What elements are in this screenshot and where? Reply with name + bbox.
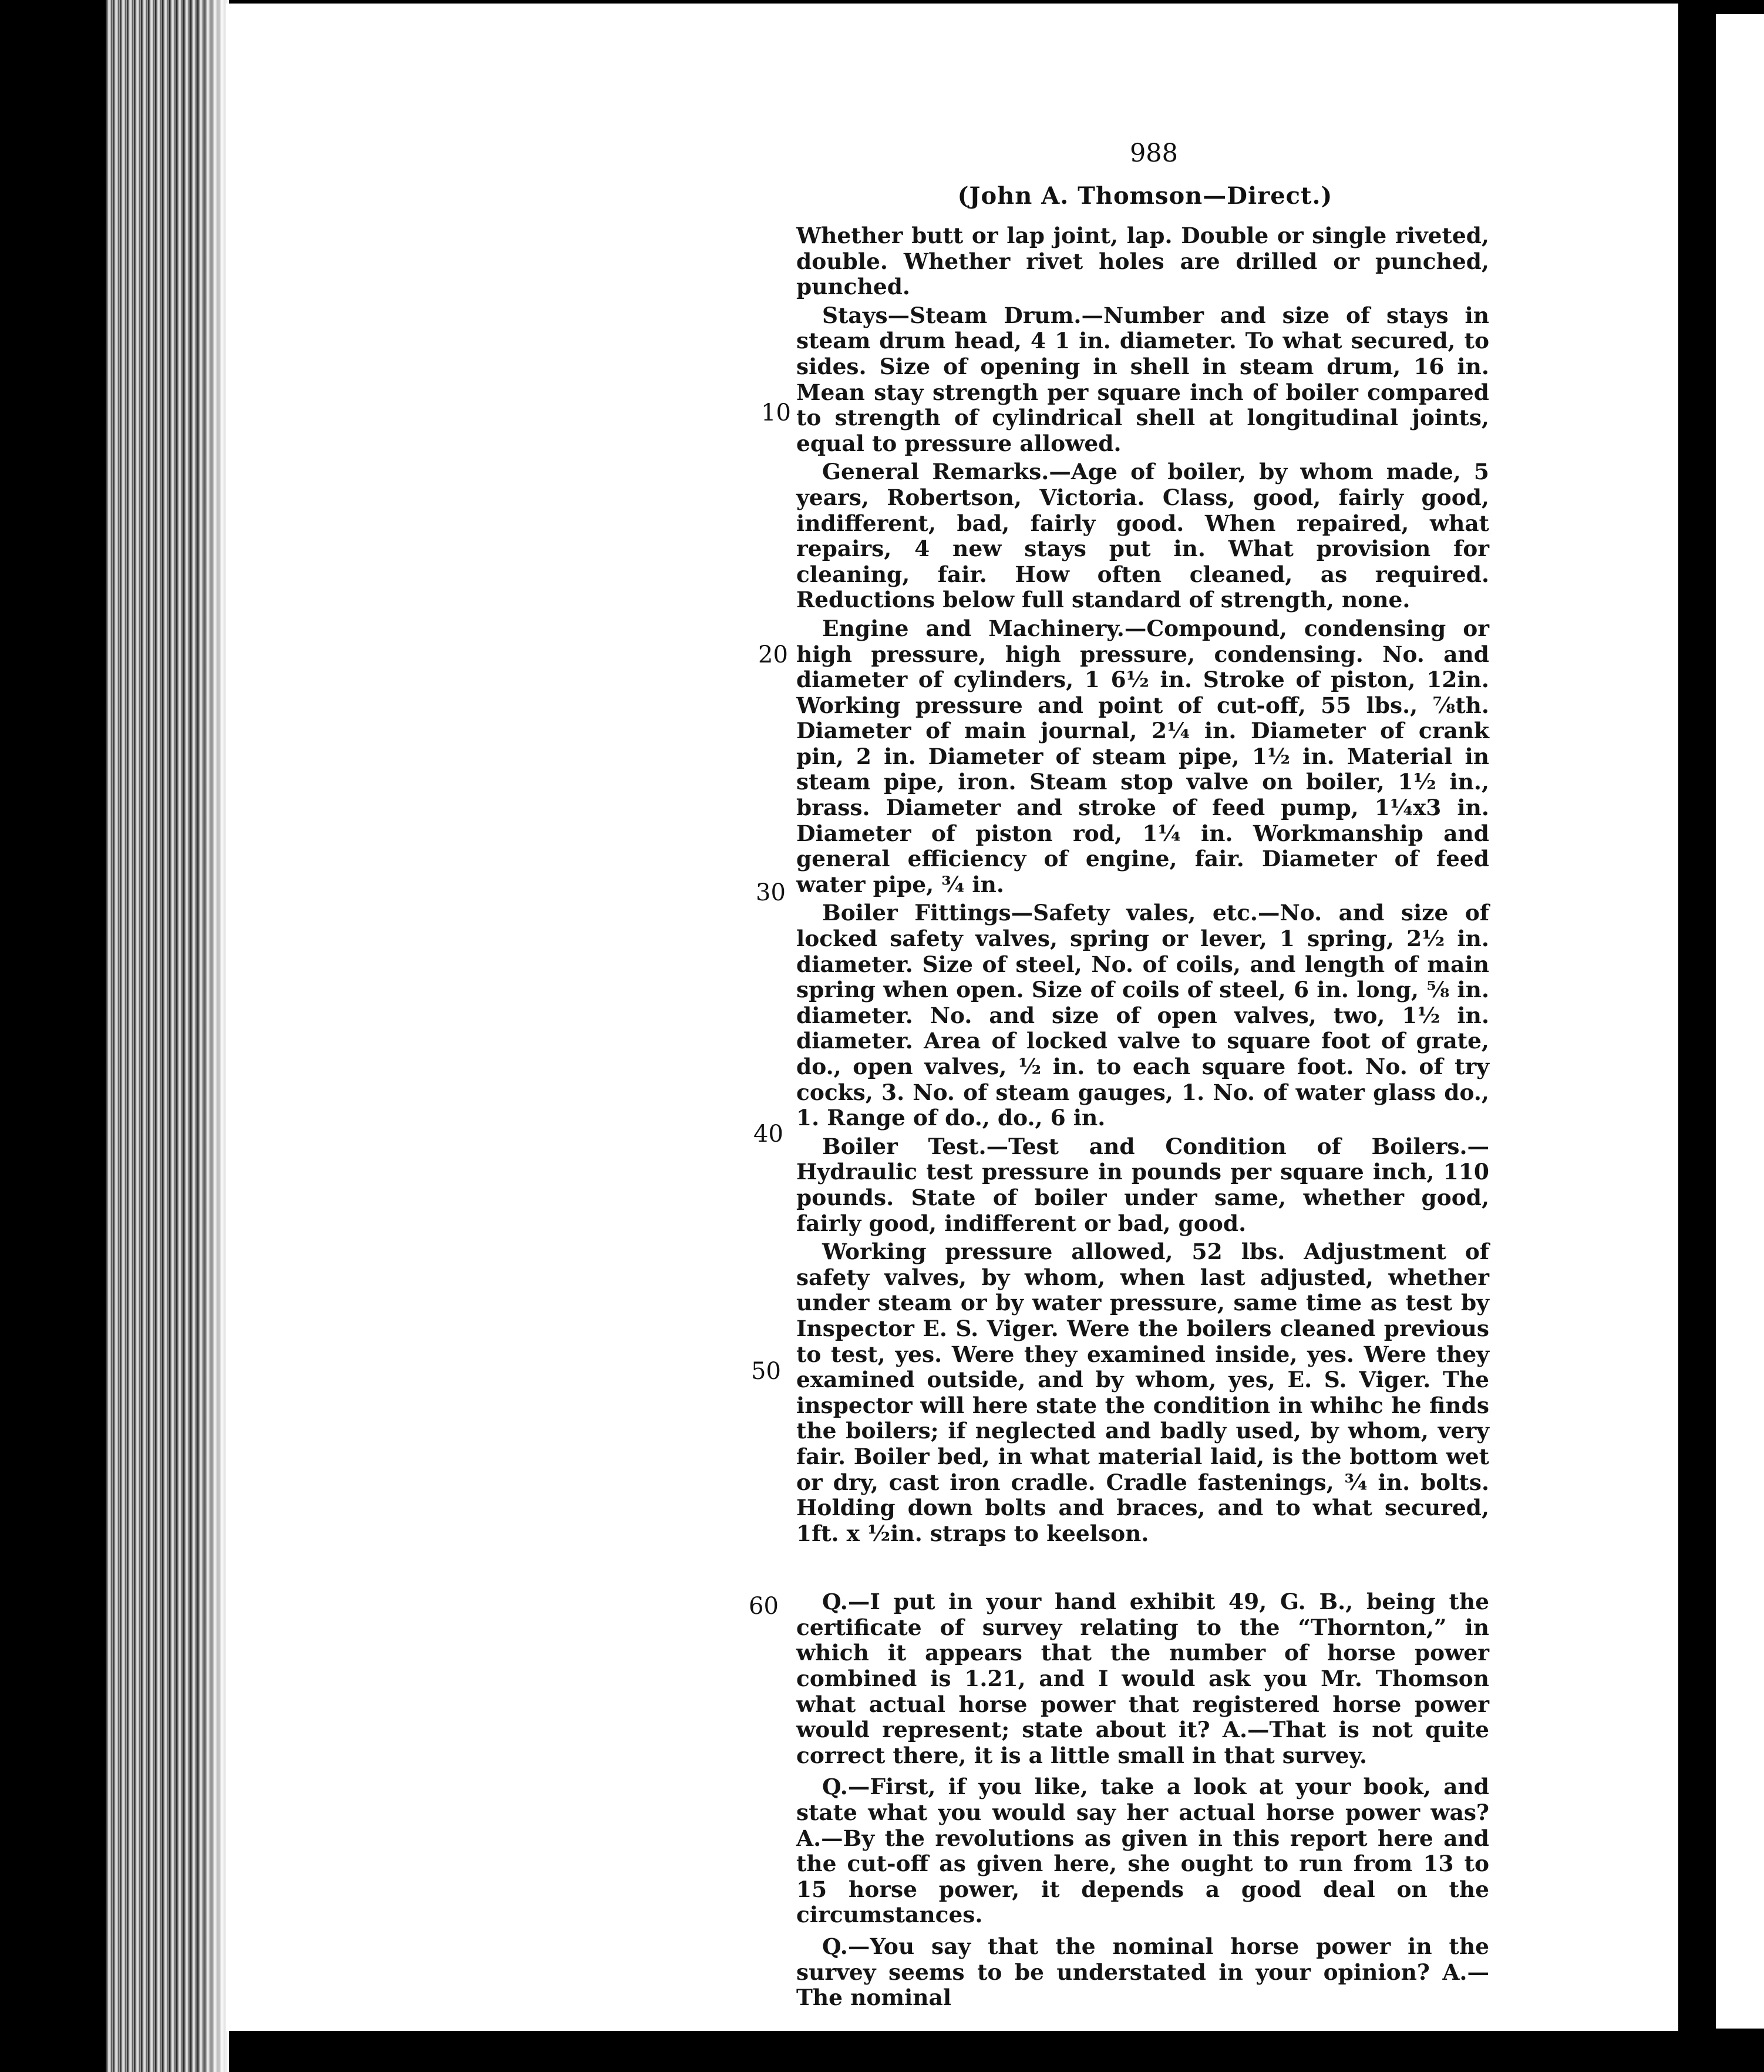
question-answer-1: Q.—I put in your hand exhibit 49, G. B., being the certificate of survey relating to the “Thornton,” in which it appears that the number of horse power combined is 1.21, and I would ask you Mr. Thomson what actual horse power that registered horse power would represent; state about it? A.—That is not quite correct there, it is a little small in that survey.: [796, 1589, 1489, 1768]
line-number-50: 50: [751, 1358, 781, 1385]
paragraph-boiler-fittings: Boiler Fittings—Safety vales, etc.—No. and size of locked safety valves, spring or lever, 1 spring, 2½ in. diameter. Size of steel, No. of coils, and length of main spring when open. Size of coils of steel, 6 in. long, ⅝ in. diameter. No. and size of open valves, two, 1½ in. diameter. Area of locked valve to square foot of grate, do., open valves, ½ in. to each square foot. No. of try cocks, 3. No. of steam gauges, 1. No. of water glass do., 1. Range of do., do., 6 in.: [796, 900, 1489, 1131]
line-number-30: 30: [756, 879, 786, 906]
paragraph-working-pressure: Working pressure allowed, 52 lbs. Adjustment of safety valves, by whom, when last adjusted, whether under steam or by water pressure, same time as test by Inspector E. S. Viger. Were the boilers cleaned previous to test, yes. Were they examined inside, yes. Were they examined outside, and by whom, yes, E. S. Viger. The inspector will here state the condition in whihc he finds the boilers; if neglected and badly used, by whom, very fair. Boiler bed, in what material laid, is the bottom wet or dry, cast iron cradle. Cradle fastenings, ¾ in. bolts. Holding down bolts and braces, and to what secured, 1ft. x ½in. straps to keelson.: [796, 1239, 1489, 1546]
section-gap: [796, 1549, 1489, 1589]
line-number-20: 20: [758, 641, 788, 668]
paragraph-stays-steam-drum: Stays—Steam Drum.—Number and size of stays in steam drum head, 4 1 in. diameter. To what secured, to sides. Size of opening in shell in steam drum, 16 in. Mean stay strength per square inch of boiler compared to strength of cylindrical shell at longitudinal joints, equal to pressure allowed.: [796, 302, 1489, 456]
page-number: 988: [1129, 139, 1179, 168]
line-number-10: 10: [761, 399, 791, 426]
question-answer-2: Q.—First, if you like, take a look at your book, and state what you would say her actual horse power was? A.—By the revolutions as given in this report here and the cut-off as given here, she ought to run from 13 to 15 horse power, it depends a good deal on the circumstances.: [796, 1774, 1489, 1928]
paragraph-boiler-test: Boiler Test.—Test and Condition of Boilers.—Hydraulic test pressure in pounds per square inch, 110 pounds. State of boiler under same, whether good, fairly good, indifferent or bad, good.: [796, 1133, 1489, 1236]
page-header: (John A. Thomson—Direct.): [957, 182, 1333, 210]
line-number-40: 40: [753, 1121, 783, 1148]
book-page-edges-shading: [200, 0, 229, 2072]
paragraph-joints: Whether butt or lap joint, lap. Double or single riveted, double. Whether rivet holes are drilled or punched, punched.: [796, 223, 1489, 300]
paragraph-general-remarks: General Remarks.—Age of boiler, by whom made, 5 years, Robertson, Victoria. Class, good, fairly good, indifferent, bad, fairly good. When repaired, what repairs, 4 new stays put in. What provision for cleaning, fair. How often cleaned, as required. Reductions below full standard of strength, none.: [796, 459, 1489, 613]
line-number-60: 60: [749, 1593, 779, 1620]
paragraph-engine-machinery: Engine and Machinery.—Compound, condensing or high pressure, high pressure, condensing. No. and diameter of cylinders, 1 6½ in. Stroke of piston, 12in. Working pressure and point of cut-off, 55 lbs., ⅞th. Diameter of main journal, 2¼ in. Diameter of crank pin, 2 in. Diameter of steam pipe, 1½ in. Material in steam pipe, iron. Steam stop valve on boiler, 1½ in., brass. Diameter and stroke of feed pump, 1¼x3 in. Diameter of piston rod, 1¼ in. Workmanship and general efficiency of engine, fair. Diameter of feed water pipe, ¾ in.: [796, 615, 1489, 897]
adjacent-page-strip: [1716, 14, 1764, 2029]
question-answer-3: Q.—You say that the nominal horse power in the survey seems to be understated in your opinion? A.—The nominal: [796, 1933, 1489, 2011]
body-text-column: [796, 223, 1489, 2017]
